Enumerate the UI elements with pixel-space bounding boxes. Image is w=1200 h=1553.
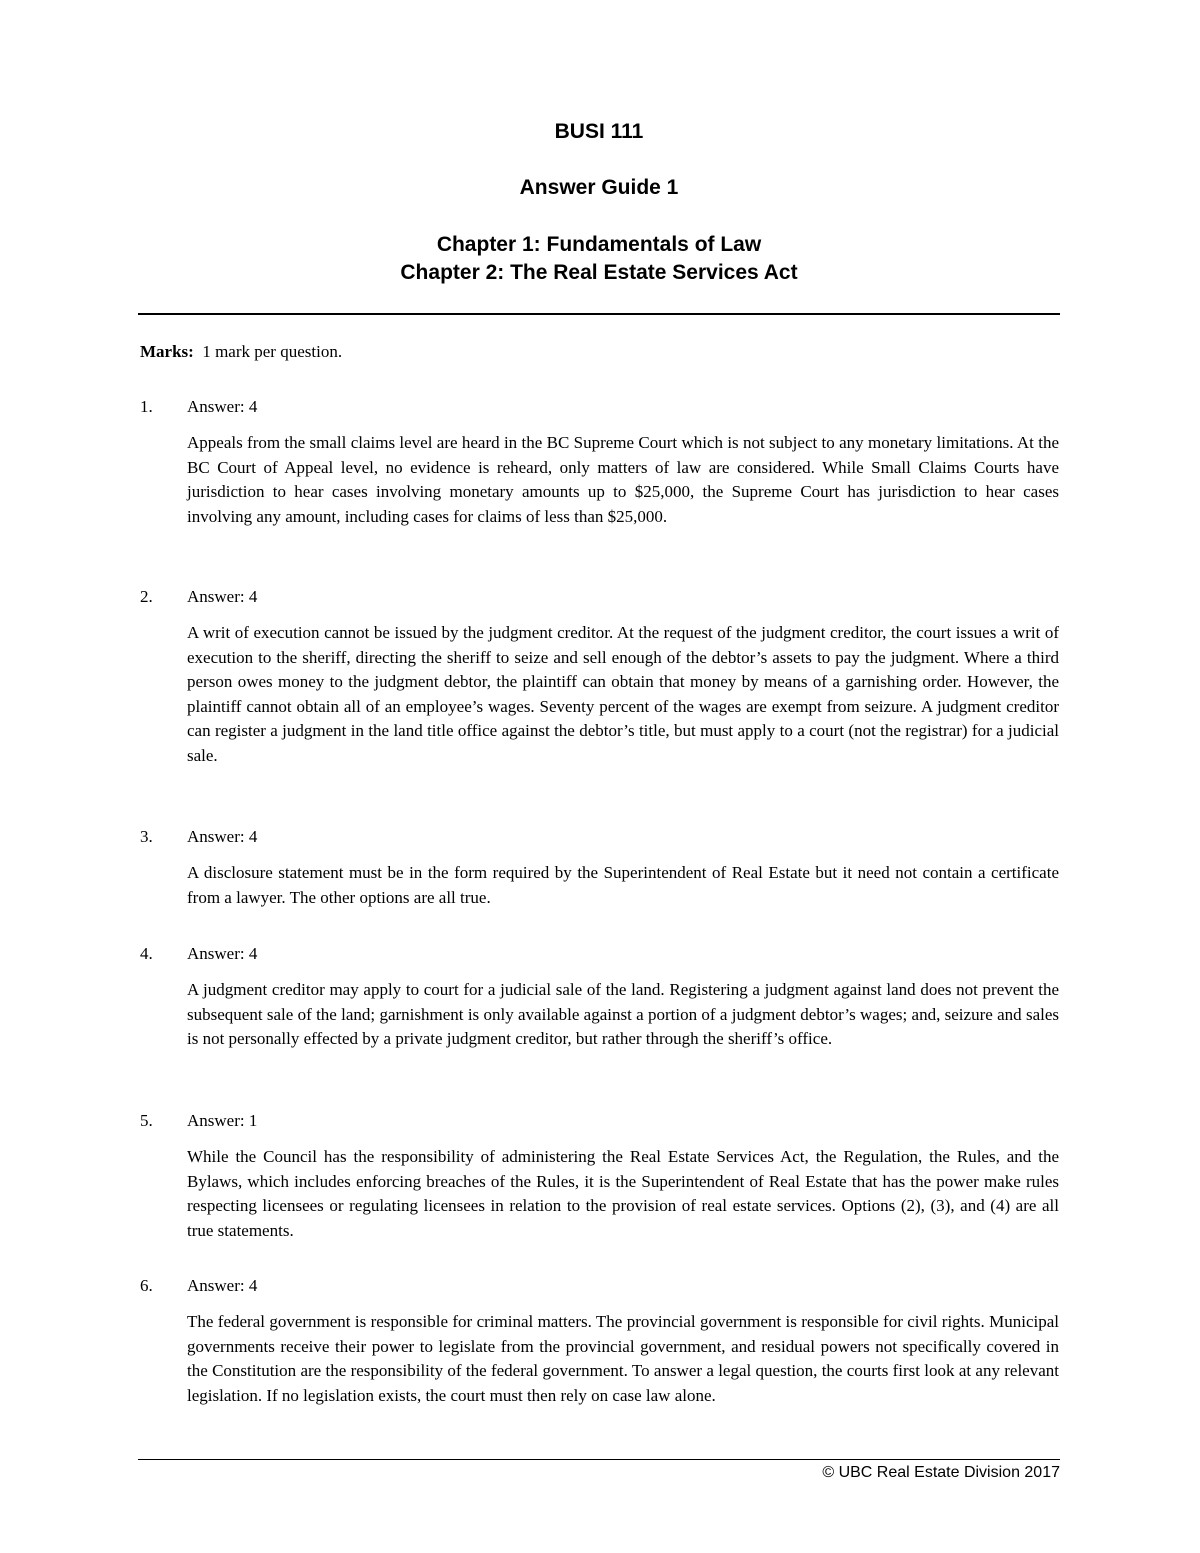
marks-text: 1 mark per question. xyxy=(202,342,343,361)
question-number: 2. xyxy=(140,587,153,606)
question-explanation: A judgment creditor may apply to court for a judicial sale of the land. Registering a judgment against land does not prevent the subsequent sale of the land; garnishment is only available against a portion of a judgment debtor’s wages; and, seizure and sales is not personally effected by a private judgment creditor, but rather through the sheriff’s office. xyxy=(187,980,1059,1049)
question-number: 6. xyxy=(140,1276,153,1295)
question-explanation: The federal government is responsible for criminal matters. The provincial government is responsible for civil rights. Municipal governments receive their power to legislate from the provincial government, and residual powers not specifically covered in the Constitution are the responsibility of the federal government. To answer a legal question, the courts first look at any relevant legislation. If no legislation exists, the court must then rely on case law alone. xyxy=(187,1312,1059,1405)
question-explanation: A writ of execution cannot be issued by the judgment creditor. At the request of the judgment creditor, the court issues a writ of execution to the sheriff, directing the sheriff to seize and sell enough of the debtor’s assets to pay the judgment. Where a third person owes money to the judgment debtor, the plaintiff can obtain that money by means of a garnishing order. However, the plaintiff cannot obtain all of an employee’s wages. Seventy percent of the wages are exempt from seizure. A judgment creditor can register a judgment in the land title office against the debtor’s title, but must apply to a court (not the registrar) for a judicial sale. xyxy=(187,623,1059,765)
question-answer: Answer: 1 xyxy=(187,1111,258,1130)
question-answer: Answer: 4 xyxy=(187,587,258,606)
footer-divider xyxy=(138,1459,1060,1460)
marks-line xyxy=(140,340,342,364)
question-number: 3. xyxy=(140,827,153,846)
question-explanation: Appeals from the small claims level are heard in the BC Supreme Court which is not subject to any monetary limitations. At the BC Court of Appeal level, no evidence is reheard, only matters of law are considered. While Small Claims Courts have jurisdiction to hear cases involving monetary amounts up to $25,000, the Supreme Court has jurisdiction to hear cases involving any amount, including cases for claims of less than $25,000. xyxy=(187,433,1059,526)
question-answer: Answer: 4 xyxy=(187,944,258,963)
guide-title: Answer Guide 1 xyxy=(519,176,679,199)
question-explanation: While the Council has the responsibility of administering the Real Estate Services Act, the Regulation, the Rules, and the Bylaws, which includes enforcing breaches of the Rules, it is the Superintendent of Real Estate that has the power make rules respecting licensees or regulating licensees in relation to the provision of real estate services. Options (2), (3), and (4) are all true statements. xyxy=(187,1147,1059,1240)
marks-label: Marks: xyxy=(140,342,194,361)
course-code: BUSI 111 xyxy=(554,120,644,143)
question-answer: Answer: 4 xyxy=(187,827,258,846)
footer-copyright: © UBC Real Estate Division 2017 xyxy=(822,1464,1060,1481)
question-number: 4. xyxy=(140,944,153,963)
question-number: 5. xyxy=(140,1111,153,1130)
question-number: 1. xyxy=(140,397,153,416)
question-explanation: A disclosure statement must be in the form required by the Superintendent of Real Estate but it need not contain a certificate from a lawyer. The other options are all true. xyxy=(187,863,1059,907)
question-answer: Answer: 4 xyxy=(187,397,258,416)
question-answer: Answer: 4 xyxy=(187,1276,258,1295)
chapter-1-title: Chapter 1: Fundamentals of Law xyxy=(436,233,762,256)
header-divider xyxy=(138,313,1060,315)
chapter-2-title: Chapter 2: The Real Estate Services Act xyxy=(400,261,798,284)
